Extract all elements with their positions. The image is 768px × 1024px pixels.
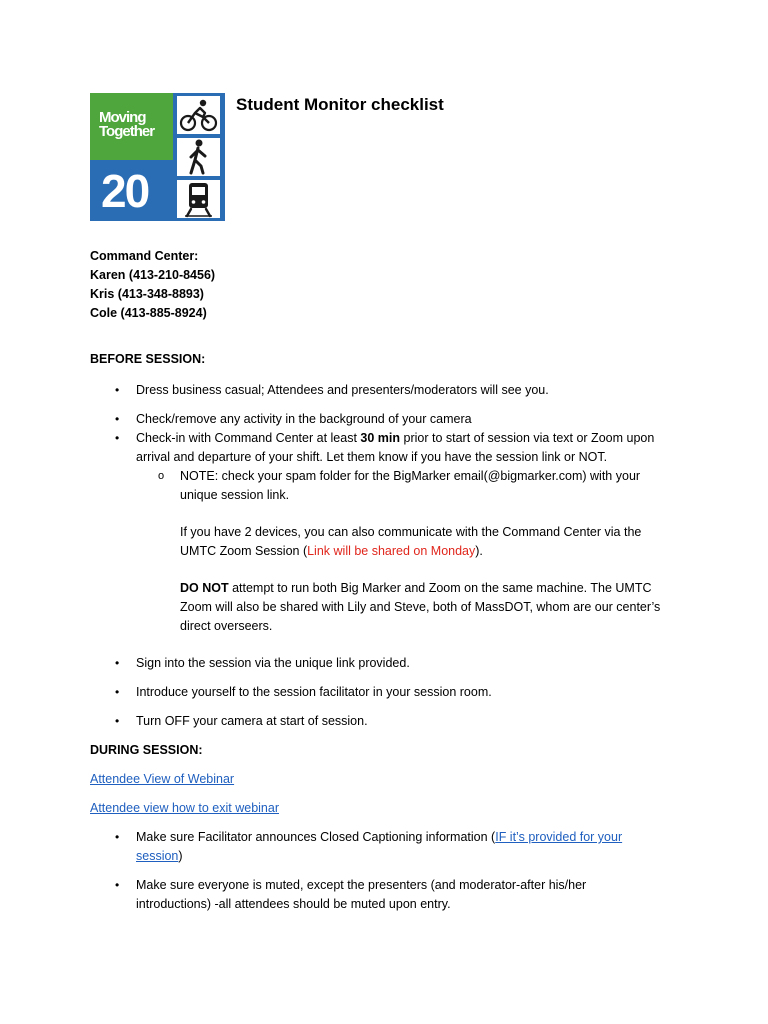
before-item-dress: Dress business casual; Attendees and presenters/moderators will see you. bbox=[136, 383, 549, 397]
exit-webinar-link-line bbox=[90, 799, 279, 817]
during-item-muted: Make sure everyone is muted, except the presenters (and moderator-after his/her introductions) -all attendees should be muted upon entry. bbox=[136, 878, 587, 911]
checkin-text-a: Check-in with Command Center at least bbox=[136, 431, 361, 445]
moving-together-logo bbox=[90, 93, 225, 221]
contact-kris: Kris (413-348-8893) bbox=[90, 287, 204, 301]
bicycle-icon bbox=[177, 96, 220, 134]
devices-text-b: ). bbox=[475, 544, 483, 558]
train-icon bbox=[177, 180, 220, 218]
two-devices-note bbox=[180, 523, 680, 561]
before-item-checkin bbox=[136, 429, 676, 467]
pedestrian-icon bbox=[177, 138, 220, 176]
logo-text-line1: Moving bbox=[99, 109, 146, 126]
command-center-heading: Command Center: bbox=[90, 249, 199, 263]
before-item-sign-in: Sign into the session via the unique link provided. bbox=[136, 656, 410, 670]
do-not-text: attempt to run both Big Marker and Zoom on the same machine. The UMTC Zoom will also be shared with Lily and Steve, both of MassDOT, whom are our center’s direct overseers. bbox=[180, 581, 661, 633]
devices-text-a: If you have 2 devices, you can also communicate with the Command Center via the UMTC Zoom Session ( bbox=[180, 525, 642, 558]
during-item-captioning bbox=[136, 828, 646, 866]
page-title: Student Monitor checklist bbox=[236, 95, 444, 114]
before-item-background: Check/remove any activity in the background of your camera bbox=[136, 412, 472, 426]
attendee-view-link-line bbox=[90, 770, 234, 788]
logo-number: 20 bbox=[101, 165, 149, 217]
contact-karen: Karen (413-210-8456) bbox=[90, 268, 216, 282]
subbullet-marker: o bbox=[158, 470, 165, 482]
bullet-marker: • bbox=[115, 412, 120, 426]
contact-cole: Cole (413-885-8924) bbox=[90, 306, 207, 320]
attendee-view-link[interactable]: Attendee View of Webinar bbox=[90, 772, 235, 786]
bullet-marker: • bbox=[115, 878, 120, 892]
captioning-text-b: ) bbox=[178, 849, 183, 863]
before-item-introduce: Introduce yourself to the session facilitator in your session room. bbox=[136, 685, 492, 699]
checkin-text-b: prior to start of session via text or Zoom upon arrival and departure of your shift. Let them know if you have the session link or NOT. bbox=[136, 431, 655, 464]
exit-webinar-link[interactable]: Attendee view how to exit webinar bbox=[90, 801, 279, 815]
bullet-marker: • bbox=[115, 685, 120, 699]
before-item-camera-off: Turn OFF your camera at start of session. bbox=[136, 714, 368, 728]
link-shared-monday: Link will be shared on Monday bbox=[307, 544, 476, 558]
bullet-marker: • bbox=[115, 383, 120, 397]
bullet-marker: • bbox=[115, 714, 120, 728]
captioning-info-link[interactable]: IF it’s provided for your session bbox=[136, 830, 623, 863]
bullet-marker: • bbox=[115, 830, 120, 844]
before-session-heading: BEFORE SESSION: bbox=[90, 352, 206, 366]
do-not-label: DO NOT bbox=[180, 581, 229, 595]
during-session-heading: DURING SESSION: bbox=[90, 743, 203, 757]
bullet-marker: • bbox=[115, 656, 120, 670]
do-not-note bbox=[180, 579, 680, 636]
bullet-marker: • bbox=[115, 431, 120, 445]
note-spam-folder: NOTE: check your spam folder for the BigMarker email(@bigmarker.com) with your unique session link. bbox=[180, 469, 641, 502]
checkin-time: 30 min bbox=[360, 431, 401, 445]
captioning-text-a: Make sure Facilitator announces Closed Captioning information ( bbox=[136, 830, 496, 844]
logo-text-line2: Together bbox=[99, 123, 155, 140]
